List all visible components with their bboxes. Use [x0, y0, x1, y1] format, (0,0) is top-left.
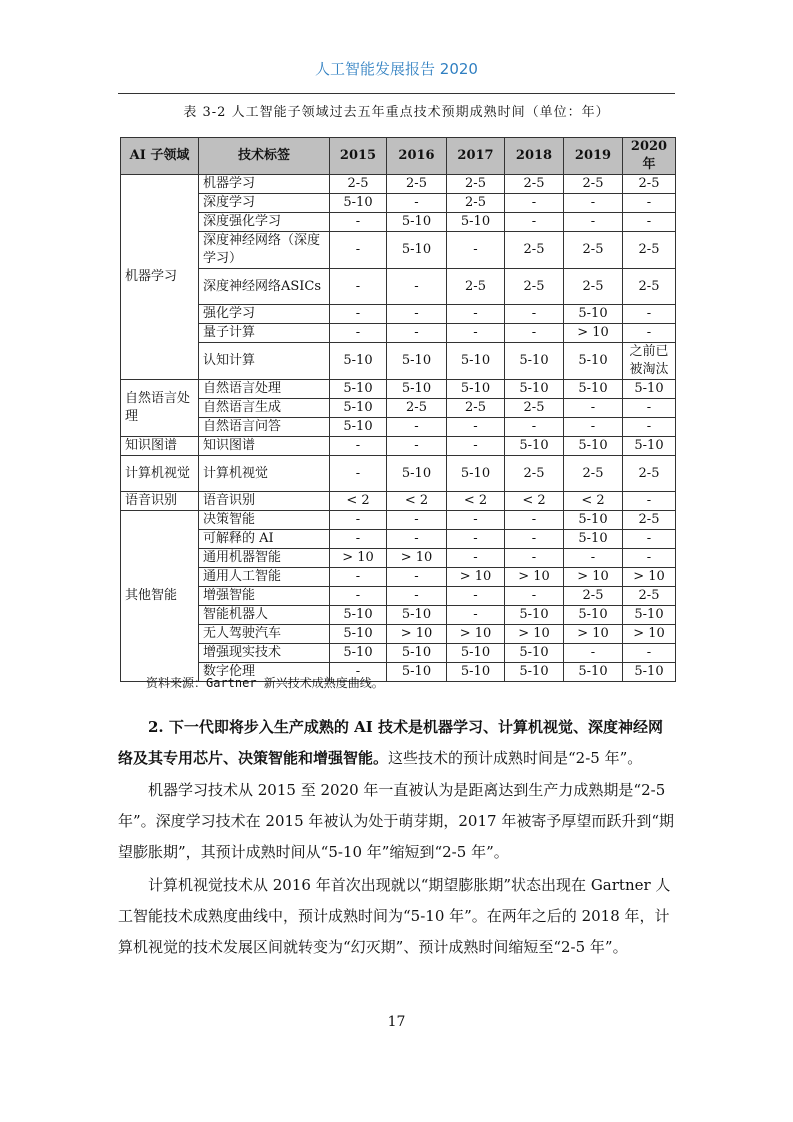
paragraph-2-text: 机器学习技术从 2015 至 2020 年一直被认为是距离达到生产力成熟期是“2-5 年”。深度学习技术在 2015 年被认为处于萌芽期，2017 年被寄予厚望而跃升到“期望膨胀期”，其预计成熟时间从“5-10 年”缩短到“2-5 年”。 — [118, 781, 674, 861]
maturity-value-cell: 2-5 — [447, 175, 505, 194]
maturity-value-cell: 5-10 — [387, 213, 447, 232]
table-row — [121, 549, 676, 568]
maturity-value-cell: - — [564, 418, 623, 437]
domain-cell: 知识图谱 — [121, 437, 199, 456]
tech-tag-cell: 无人驾驶汽车 — [199, 625, 330, 644]
maturity-value-cell: 5-10 — [447, 380, 505, 399]
maturity-value-cell: 5-10 — [387, 644, 447, 663]
maturity-value-cell: > 10 — [564, 625, 623, 644]
maturity-value-cell: - — [564, 194, 623, 213]
tech-tag-cell: 深度神经网络（深度学习） — [199, 232, 330, 269]
maturity-value-cell: - — [623, 194, 676, 213]
table-row — [121, 380, 676, 399]
tech-tag-cell: 深度强化学习 — [199, 213, 330, 232]
maturity-value-cell: 2-5 — [505, 269, 564, 305]
maturity-value-cell: - — [505, 530, 564, 549]
maturity-value-cell: - — [387, 587, 447, 606]
maturity-value-cell: > 10 — [505, 568, 564, 587]
maturity-value-cell: - — [505, 305, 564, 324]
maturity-value-cell: 2-5 — [447, 194, 505, 213]
maturity-table — [120, 137, 676, 682]
maturity-value-cell: - — [505, 194, 564, 213]
maturity-value-cell: > 10 — [330, 549, 387, 568]
table-row — [121, 418, 676, 437]
maturity-value-cell: - — [623, 399, 676, 418]
maturity-value-cell: - — [505, 587, 564, 606]
maturity-value-cell: - — [330, 305, 387, 324]
maturity-value-cell: - — [330, 568, 387, 587]
maturity-value-cell: - — [505, 324, 564, 343]
maturity-value-cell: > 10 — [564, 568, 623, 587]
maturity-value-cell: 2-5 — [564, 269, 623, 305]
maturity-value-cell: 2-5 — [623, 511, 676, 530]
maturity-value-cell: 5-10 — [623, 663, 676, 682]
tech-tag-cell: 深度神经网络ASICs — [199, 269, 330, 305]
maturity-value-cell: 2-5 — [505, 456, 564, 492]
maturity-value-cell: - — [623, 305, 676, 324]
maturity-value-cell: 2-5 — [447, 399, 505, 418]
page-header-title: 人工智能发展报告 2020 — [315, 60, 478, 78]
table-row — [121, 305, 676, 324]
maturity-value-cell: 5-10 — [387, 456, 447, 492]
col-header-2016: 2016 — [387, 138, 447, 175]
tech-tag-cell: 增强智能 — [199, 587, 330, 606]
maturity-value-cell: 5-10 — [505, 343, 564, 380]
maturity-value-cell: - — [447, 549, 505, 568]
paragraph-3-text: 计算机视觉技术从 2016 年首次出现就以“期望膨胀期”状态出现在 Gartner 人工智能技术成熟度曲线中，预计成熟时间为“5-10 年”。在两年之后的 2018 年，计算机视觉的技术发展区间就转变为“幻灭期”、预计成熟时间缩短至“2-5 年”。 — [118, 876, 671, 956]
maturity-value-cell: > 10 — [447, 568, 505, 587]
maturity-value-cell: - — [387, 324, 447, 343]
header-divider — [118, 93, 675, 94]
maturity-value-cell: - — [387, 437, 447, 456]
maturity-value-cell: 5-10 — [330, 418, 387, 437]
maturity-value-cell: > 10 — [564, 324, 623, 343]
maturity-value-cell: 5-10 — [564, 305, 623, 324]
maturity-value-cell: - — [564, 399, 623, 418]
maturity-value-cell: - — [387, 511, 447, 530]
maturity-value-cell: - — [564, 213, 623, 232]
maturity-value-cell: - — [330, 269, 387, 305]
maturity-value-cell: - — [623, 492, 676, 511]
maturity-value-cell: 5-10 — [564, 606, 623, 625]
col-header-2018: 2018 — [505, 138, 564, 175]
domain-cell: 计算机视觉 — [121, 456, 199, 492]
maturity-value-cell: 5-10 — [564, 663, 623, 682]
table-row — [121, 587, 676, 606]
maturity-value-cell: 5-10 — [505, 644, 564, 663]
maturity-value-cell: < 2 — [564, 492, 623, 511]
table-row — [121, 399, 676, 418]
maturity-value-cell: 5-10 — [447, 213, 505, 232]
maturity-value-cell: 2-5 — [623, 587, 676, 606]
table-row — [121, 343, 676, 380]
table-row — [121, 456, 676, 492]
paragraph-3 — [118, 870, 674, 963]
tech-tag-cell: 增强现实技术 — [199, 644, 330, 663]
maturity-value-cell: < 2 — [505, 492, 564, 511]
maturity-value-cell: 5-10 — [330, 625, 387, 644]
maturity-value-cell: 5-10 — [330, 606, 387, 625]
maturity-value-cell: 5-10 — [564, 343, 623, 380]
maturity-value-cell: - — [447, 232, 505, 269]
maturity-value-cell: 5-10 — [330, 380, 387, 399]
table-row — [121, 492, 676, 511]
maturity-value-cell: 5-10 — [564, 511, 623, 530]
tech-tag-cell: 机器学习 — [199, 175, 330, 194]
maturity-value-cell: - — [330, 587, 387, 606]
maturity-value-cell: - — [330, 437, 387, 456]
maturity-value-cell: 2-5 — [564, 232, 623, 269]
maturity-value-cell: - — [623, 530, 676, 549]
maturity-value-cell: - — [505, 213, 564, 232]
maturity-value-cell: 5-10 — [447, 644, 505, 663]
tech-tag-cell: 自然语言生成 — [199, 399, 330, 418]
table-body — [121, 175, 676, 682]
maturity-value-cell: - — [447, 324, 505, 343]
table-row — [121, 269, 676, 305]
maturity-value-cell: 5-10 — [447, 343, 505, 380]
maturity-value-cell: - — [387, 568, 447, 587]
table-row — [121, 324, 676, 343]
tech-tag-cell: 可解释的 AI — [199, 530, 330, 549]
maturity-value-cell: 2-5 — [505, 232, 564, 269]
maturity-value-cell: < 2 — [447, 492, 505, 511]
tech-tag-cell: 自然语言问答 — [199, 418, 330, 437]
col-header-2015: 2015 — [330, 138, 387, 175]
maturity-value-cell: - — [387, 305, 447, 324]
tech-tag-cell: 智能机器人 — [199, 606, 330, 625]
tech-tag-cell: 知识图谱 — [199, 437, 330, 456]
table-row — [121, 213, 676, 232]
maturity-value-cell: 2-5 — [505, 175, 564, 194]
tech-tag-cell: 通用人工智能 — [199, 568, 330, 587]
maturity-value-cell: > 10 — [447, 625, 505, 644]
table-row — [121, 530, 676, 549]
maturity-value-cell: - — [447, 511, 505, 530]
domain-cell: 自然语言处理 — [121, 380, 199, 437]
maturity-value-cell: 2-5 — [387, 399, 447, 418]
tech-tag-cell: 自然语言处理 — [199, 380, 330, 399]
table-row — [121, 644, 676, 663]
table-header-row — [121, 138, 676, 175]
maturity-value-cell: 2-5 — [505, 399, 564, 418]
maturity-value-cell: 2-5 — [623, 232, 676, 269]
tech-tag-cell: 深度学习 — [199, 194, 330, 213]
maturity-value-cell: 5-10 — [623, 437, 676, 456]
maturity-value-cell: - — [330, 511, 387, 530]
maturity-value-cell: 5-10 — [387, 343, 447, 380]
table-row — [121, 606, 676, 625]
maturity-value-cell: - — [623, 549, 676, 568]
tech-tag-cell: 认知计算 — [199, 343, 330, 380]
maturity-value-cell: 5-10 — [387, 232, 447, 269]
maturity-value-cell: 5-10 — [564, 380, 623, 399]
col-header-tag: 技术标签 — [199, 138, 330, 175]
maturity-value-cell: 2-5 — [330, 175, 387, 194]
maturity-value-cell: - — [330, 530, 387, 549]
maturity-value-cell: 5-10 — [330, 194, 387, 213]
maturity-value-cell: 5-10 — [623, 380, 676, 399]
maturity-value-cell: - — [447, 305, 505, 324]
maturity-value-cell: > 10 — [505, 625, 564, 644]
tech-tag-cell: 决策智能 — [199, 511, 330, 530]
maturity-value-cell: 5-10 — [505, 606, 564, 625]
maturity-value-cell: - — [623, 644, 676, 663]
maturity-value-cell: 5-10 — [330, 399, 387, 418]
tech-tag-cell: 通用机器智能 — [199, 549, 330, 568]
table-row — [121, 511, 676, 530]
maturity-value-cell: - — [330, 663, 387, 682]
table-row — [121, 437, 676, 456]
maturity-value-cell: 5-10 — [447, 663, 505, 682]
maturity-value-cell: - — [387, 269, 447, 305]
maturity-value-cell: - — [623, 324, 676, 343]
maturity-value-cell: 5-10 — [564, 530, 623, 549]
maturity-value-cell: 5-10 — [387, 606, 447, 625]
maturity-value-cell: - — [623, 418, 676, 437]
maturity-value-cell: > 10 — [623, 625, 676, 644]
maturity-value-cell: - — [505, 549, 564, 568]
maturity-value-cell: - — [564, 644, 623, 663]
domain-cell: 机器学习 — [121, 175, 199, 380]
maturity-value-cell: 2-5 — [564, 456, 623, 492]
maturity-value-cell: 5-10 — [330, 343, 387, 380]
paragraph-1 — [118, 712, 674, 774]
maturity-value-cell: - — [505, 511, 564, 530]
table-row — [121, 194, 676, 213]
maturity-value-cell: - — [447, 587, 505, 606]
paragraph-1-text: 这些技术的预计成熟时间是“2-5 年”。 — [388, 749, 643, 767]
table-row — [121, 625, 676, 644]
maturity-value-cell: 2-5 — [564, 587, 623, 606]
maturity-value-cell: 5-10 — [564, 437, 623, 456]
maturity-value-cell: < 2 — [387, 492, 447, 511]
maturity-value-cell: > 10 — [387, 549, 447, 568]
maturity-value-cell: - — [447, 418, 505, 437]
col-header-domain: AI 子领域 — [121, 138, 199, 175]
maturity-value-cell: > 10 — [623, 568, 676, 587]
maturity-value-cell: - — [330, 324, 387, 343]
domain-cell: 语音识别 — [121, 492, 199, 511]
maturity-value-cell: - — [387, 530, 447, 549]
maturity-value-cell: 5-10 — [505, 663, 564, 682]
maturity-value-cell: - — [447, 530, 505, 549]
maturity-value-cell: - — [447, 606, 505, 625]
maturity-value-cell: 5-10 — [387, 663, 447, 682]
maturity-value-cell: 2-5 — [623, 456, 676, 492]
maturity-value-cell: - — [505, 418, 564, 437]
maturity-value-cell: 之前已被淘汰 — [623, 343, 676, 380]
tech-tag-cell: 语音识别 — [199, 492, 330, 511]
tech-tag-cell: 量子计算 — [199, 324, 330, 343]
page-number: 17 — [387, 1014, 406, 1030]
domain-cell: 其他智能 — [121, 511, 199, 682]
paragraph-2 — [118, 775, 674, 868]
maturity-value-cell: - — [387, 194, 447, 213]
maturity-value-cell: 5-10 — [505, 437, 564, 456]
maturity-value-cell: - — [564, 549, 623, 568]
col-header-2020: 2020 年 — [623, 138, 676, 175]
maturity-value-cell: - — [330, 213, 387, 232]
maturity-value-cell: 2-5 — [623, 175, 676, 194]
tech-tag-cell: 强化学习 — [199, 305, 330, 324]
tech-tag-cell: 计算机视觉 — [199, 456, 330, 492]
maturity-value-cell: - — [447, 437, 505, 456]
maturity-value-cell: 5-10 — [447, 456, 505, 492]
maturity-value-cell: 2-5 — [623, 269, 676, 305]
table-row — [121, 175, 676, 194]
col-header-2019: 2019 — [564, 138, 623, 175]
table-row — [121, 232, 676, 269]
maturity-value-cell: 5-10 — [387, 380, 447, 399]
maturity-value-cell: - — [623, 213, 676, 232]
table-row — [121, 568, 676, 587]
maturity-value-cell: - — [387, 418, 447, 437]
tech-tag-cell: 数字伦理 — [199, 663, 330, 682]
maturity-value-cell: > 10 — [387, 625, 447, 644]
source-note: 资料来源：Gartner 新兴技术成熟度曲线。 — [146, 676, 384, 690]
maturity-value-cell: < 2 — [330, 492, 387, 511]
maturity-value-cell: - — [330, 232, 387, 269]
maturity-value-cell: 2-5 — [447, 269, 505, 305]
maturity-value-cell: 2-5 — [387, 175, 447, 194]
maturity-value-cell: - — [330, 456, 387, 492]
col-header-2017: 2017 — [447, 138, 505, 175]
maturity-value-cell: 2-5 — [564, 175, 623, 194]
maturity-value-cell: 5-10 — [505, 380, 564, 399]
table-caption: 表 3-2 人工智能子领域过去五年重点技术预期成熟时间（单位：年） — [183, 105, 610, 120]
maturity-value-cell: 5-10 — [623, 606, 676, 625]
paragraph-1-heading: 2. 下一代即将步入生产成熟的 AI 技术是机器学习、计算机视觉、深度神经网络及其专用芯片、决策智能和增强智能。 — [118, 718, 663, 767]
maturity-value-cell: 5-10 — [330, 644, 387, 663]
